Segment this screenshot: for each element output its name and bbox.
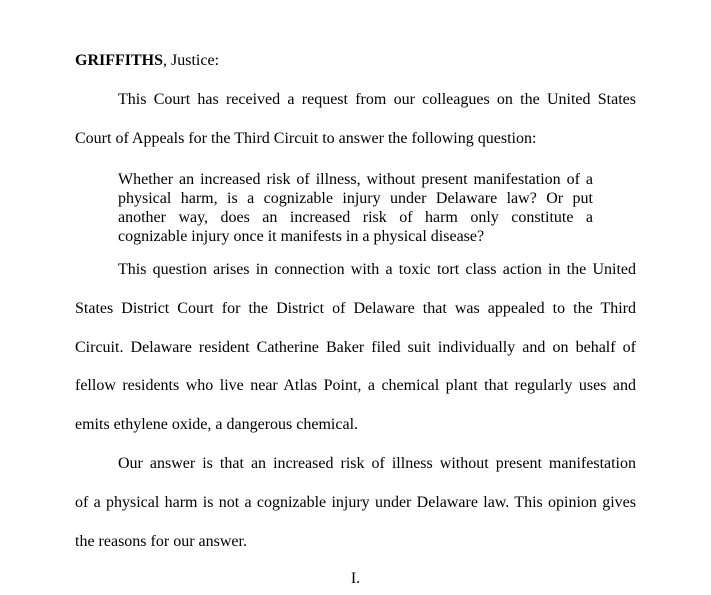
paragraph-3-line-1: Our answer is that an increased risk of illness without present manifestation xyxy=(118,455,636,472)
paragraph-3-line-3: the reasons for our answer. xyxy=(75,533,247,550)
paragraph-2-line-4: fellow residents who live near Atlas Point, a chemical plant that regularly uses and xyxy=(75,377,636,394)
paragraph-2-line-1: This question arises in connection with a toxic tort class action in the United xyxy=(118,261,636,278)
paragraph-1-line-1: This Court has received a request from our colleagues on the United States xyxy=(118,91,636,108)
author-line xyxy=(75,52,219,70)
paragraph-1-line-2: Court of Appeals for the Third Circuit to answer the following question: xyxy=(75,130,537,147)
paragraph-2-line-2: States District Court for the District of Delaware that was appealed to the Third xyxy=(75,300,636,317)
quote-line-3: another way, does an increased risk of harm only constitute a xyxy=(118,209,593,226)
author-name: GRIFFITHS xyxy=(75,52,164,69)
paragraph-2-line-3: Circuit. Delaware resident Catherine Baker filed suit individually and on behalf of xyxy=(75,339,636,356)
paragraph-3-line-2: of a physical harm is not a cognizable injury under Delaware law. This opinion gives xyxy=(75,494,636,511)
quote-line-2: physical harm, is a cognizable injury under Delaware law? Or put xyxy=(118,190,593,207)
quote-line-4: cognizable injury once it manifests in a physical disease? xyxy=(118,228,485,245)
paragraph-2-line-5: emits ethylene oxide, a dangerous chemical. xyxy=(75,416,359,433)
author-title: , Justice: xyxy=(163,52,220,69)
quote-line-1: Whether an increased risk of illness, without present manifestation of a xyxy=(118,171,593,188)
section-heading: I. xyxy=(350,570,361,587)
